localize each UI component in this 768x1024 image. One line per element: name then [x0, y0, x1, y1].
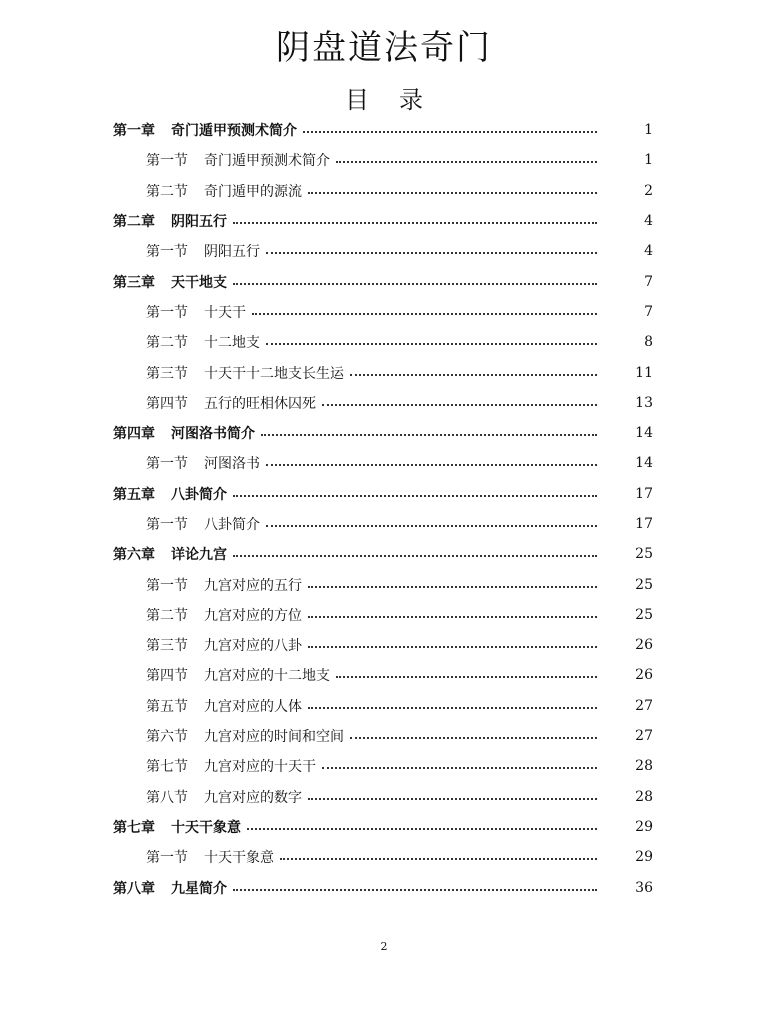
- toc-entry-page: 1: [644, 152, 653, 169]
- toc-entry-title: 九宫对应的五行: [204, 577, 302, 594]
- toc-entry-label: 第二章: [113, 214, 155, 231]
- dot-leader: [266, 464, 597, 466]
- toc-chapter-row: [0, 266, 768, 296]
- toc-entry-label: 第七章: [113, 819, 155, 836]
- toc-entry-page: 29: [635, 849, 653, 866]
- toc-entry-title: 十二地支: [204, 335, 260, 352]
- toc-entry-label: 第八章: [113, 880, 155, 897]
- dot-leader: [322, 767, 597, 769]
- toc-entry-label: 第一节: [146, 577, 188, 594]
- toc-section-row: [0, 236, 768, 266]
- toc-entry-title: 九星简介: [171, 880, 227, 897]
- toc-entry-page: 11: [635, 364, 653, 381]
- toc-section-row: [0, 842, 768, 872]
- dot-leader: [308, 192, 597, 194]
- toc-section-row: [0, 782, 768, 812]
- toc-entry-title: 河图洛书: [204, 456, 260, 473]
- toc-entry-title: 十天干象意: [171, 819, 241, 836]
- toc-entry-title: 九宫对应的数字: [204, 789, 302, 806]
- dot-leader: [280, 858, 597, 860]
- toc-entry-title: 十天干: [204, 304, 246, 321]
- page-number: 2: [380, 940, 388, 953]
- toc-entry-page: 17: [635, 516, 653, 532]
- toc-section-row: [0, 327, 768, 357]
- toc-chapter-row: [0, 872, 768, 902]
- toc-section-row: [0, 569, 768, 599]
- toc-entry-page: 28: [635, 788, 653, 805]
- toc-entry-page: 4: [644, 213, 653, 230]
- toc-entry-page: 4: [644, 243, 653, 260]
- toc-entry-page: 26: [635, 637, 653, 654]
- toc-entry-title: 天干地支: [171, 274, 227, 291]
- dot-leader: [350, 374, 597, 376]
- toc-section-row: [0, 448, 768, 478]
- toc-section-row: [0, 630, 768, 660]
- toc-entry-page: 13: [635, 394, 653, 411]
- dot-leader: [266, 252, 597, 254]
- toc-entry-page: 26: [635, 667, 653, 684]
- dot-leader: [308, 646, 597, 648]
- toc-entry-title: 八卦简介: [204, 517, 260, 533]
- toc-entry-label: 第二节: [146, 183, 188, 200]
- table-of-contents: [0, 115, 768, 903]
- toc-entry-label: 第四节: [146, 668, 188, 685]
- toc-entry-title: 九宫对应的时间和空间: [204, 729, 344, 746]
- toc-chapter-row: [0, 812, 768, 842]
- toc-section-row: [0, 297, 768, 327]
- dot-leader: [322, 404, 597, 406]
- toc-section-row: [0, 145, 768, 175]
- toc-entry-title: 奇门遁甲预测术简介: [204, 153, 330, 170]
- toc-entry-title: 九宫对应的十二地支: [204, 668, 330, 685]
- toc-entry-page: 25: [635, 546, 653, 563]
- dot-leader: [336, 676, 597, 678]
- toc-entry-label: 第一节: [146, 850, 188, 867]
- toc-entry-page: 2: [644, 182, 653, 199]
- page-title: 阴盘道法奇门: [276, 28, 492, 68]
- dot-leader: [308, 798, 597, 800]
- dot-leader: [308, 616, 597, 618]
- toc-entry-label: 第一节: [146, 244, 188, 261]
- toc-chapter-row: [0, 206, 768, 236]
- toc-entry-label: 第八节: [146, 789, 188, 806]
- toc-entry-page: 1: [644, 122, 653, 139]
- toc-entry-label: 第三章: [113, 274, 155, 291]
- toc-entry-title: 十天干象意: [204, 850, 274, 867]
- toc-entry-label: 第七节: [146, 759, 188, 776]
- toc-entry-label: 第五章: [113, 486, 155, 503]
- toc-entry-label: 第一节: [146, 456, 188, 473]
- toc-entry-title: 九宫对应的八卦: [204, 638, 302, 655]
- toc-section-row: [0, 691, 768, 721]
- toc-section-row: [0, 660, 768, 690]
- toc-entry-page: 14: [635, 455, 653, 472]
- dot-leader: [308, 586, 597, 588]
- toc-section-row: [0, 509, 768, 539]
- toc-entry-label: 第一节: [146, 517, 188, 533]
- dot-leader: [336, 161, 597, 163]
- toc-entry-title: 九宫对应的人体: [204, 698, 302, 715]
- dot-leader: [247, 828, 597, 830]
- toc-entry-label: 第六节: [146, 729, 188, 746]
- toc-entry-title: 九宫对应的十天干: [204, 759, 316, 776]
- toc-section-row: [0, 357, 768, 387]
- dot-leader: [233, 889, 597, 891]
- dot-leader: [303, 131, 597, 133]
- toc-chapter-row: [0, 479, 768, 509]
- toc-entry-page: 17: [635, 485, 653, 502]
- toc-entry-label: 第三节: [146, 365, 188, 382]
- dot-leader: [233, 283, 597, 285]
- toc-entry-label: 第二节: [146, 335, 188, 352]
- toc-section-row: [0, 176, 768, 206]
- toc-heading: 目录: [345, 86, 453, 114]
- toc-entry-title: 十天干十二地支长生运: [204, 365, 344, 382]
- dot-leader: [308, 707, 597, 709]
- toc-entry-title: 奇门遁甲的源流: [204, 183, 302, 200]
- toc-entry-title: 河图洛书简介: [171, 426, 255, 443]
- toc-entry-page: 29: [635, 818, 653, 835]
- toc-entry-title: 九宫对应的方位: [204, 607, 302, 624]
- dot-leader: [350, 737, 597, 739]
- toc-entry-label: 第一节: [146, 153, 188, 170]
- toc-entry-page: 27: [635, 728, 653, 745]
- toc-chapter-row: [0, 418, 768, 448]
- toc-section-row: [0, 721, 768, 751]
- dot-leader: [266, 343, 597, 345]
- toc-entry-page: 7: [644, 273, 653, 290]
- dot-leader: [233, 555, 597, 557]
- toc-entry-label: 第五节: [146, 698, 188, 715]
- toc-entry-page: 8: [644, 334, 653, 351]
- toc-entry-label: 第三节: [146, 638, 188, 655]
- toc-entry-title: 详论九宫: [171, 547, 227, 564]
- toc-entry-label: 第四章: [113, 426, 155, 443]
- toc-section-row: [0, 751, 768, 781]
- toc-entry-label: 第六章: [113, 547, 155, 564]
- toc-chapter-row: [0, 539, 768, 569]
- dot-leader: [233, 222, 597, 224]
- dot-leader: [233, 495, 597, 497]
- toc-entry-title: 阴阳五行: [204, 244, 260, 261]
- toc-entry-page: 25: [635, 576, 653, 593]
- toc-entry-title: 阴阳五行: [171, 214, 227, 231]
- toc-section-row: [0, 388, 768, 418]
- toc-entry-label: 第二节: [146, 607, 188, 624]
- toc-entry-page: 27: [635, 697, 653, 714]
- toc-entry-page: 14: [635, 425, 653, 442]
- dot-leader: [266, 525, 597, 527]
- toc-entry-title: 奇门遁甲预测术简介: [171, 123, 297, 140]
- toc-entry-title: 五行的旺相休囚死: [204, 395, 316, 412]
- toc-entry-label: 第一章: [113, 123, 155, 140]
- toc-entry-label: 第四节: [146, 395, 188, 412]
- toc-section-row: [0, 600, 768, 630]
- toc-entry-label: 第一节: [146, 304, 188, 321]
- toc-chapter-row: [0, 115, 768, 145]
- dot-leader: [261, 434, 597, 436]
- toc-entry-page: 7: [644, 303, 653, 320]
- toc-entry-page: 28: [635, 758, 653, 775]
- toc-entry-title: 八卦简介: [171, 486, 227, 503]
- dot-leader: [252, 313, 597, 315]
- toc-entry-page: 36: [635, 879, 653, 896]
- toc-entry-page: 25: [635, 606, 653, 623]
